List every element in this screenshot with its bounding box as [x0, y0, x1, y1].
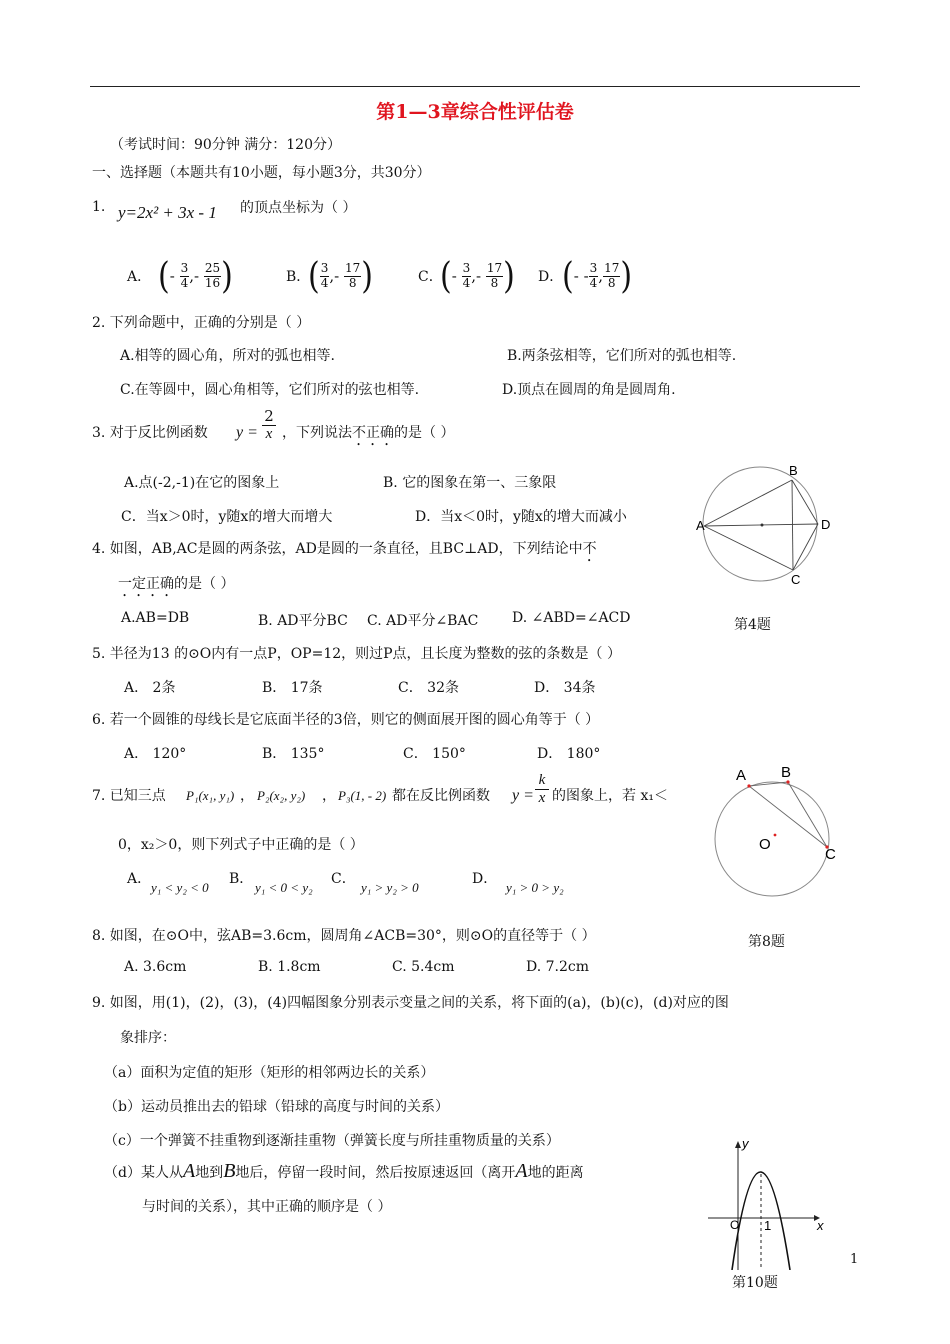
- q4-label-d: D: [821, 517, 831, 532]
- page-title: 第1—3章综合性评估卷: [376, 101, 574, 123]
- q10-label-y: y: [742, 1136, 749, 1151]
- q9-item-a: （a）面积为定值的矩形（矩形的相邻两边长的关系）: [104, 1065, 435, 1081]
- q3-fraction: [262, 408, 276, 444]
- q9-point-a: A: [182, 1160, 196, 1182]
- q8-label-c: C: [825, 846, 836, 863]
- q5-option-c: C． 32条: [398, 680, 459, 696]
- q8-caption: 第8题: [748, 934, 785, 950]
- q3-option-a: A.点(-2,-1)在它的图象上: [124, 475, 280, 491]
- q7-option-a-label: A．: [127, 871, 152, 887]
- q8-circle: [715, 782, 829, 896]
- q6-option-d: D． 180°: [537, 746, 601, 762]
- q3-option-c: C．当x＞0时，y随x的增大而增大: [121, 509, 333, 525]
- q2-stem: 2. 下列命题中，正确的分别是（ ）: [92, 315, 311, 331]
- q1-c-y-sign: -: [476, 267, 482, 285]
- q8-option-d: D. 7.2cm: [526, 959, 590, 975]
- q7-option-c: y₁ > y₂ > 0: [361, 880, 419, 895]
- q10-label-o: O: [730, 1218, 740, 1232]
- q7-fraction: [535, 772, 549, 808]
- q1-c-x-frac: $\frac{3}{4}$: [462, 261, 471, 290]
- q4-chord-bc: [792, 480, 793, 570]
- q7-point-p1: P₁(x₁, y₁): [186, 788, 235, 803]
- q1-d-x-sign: -: [573, 267, 579, 285]
- q1-d-x-frac: $\frac{3}{4}$: [589, 261, 598, 290]
- q9-item-b: （b）运动员推出去的铅球（铅球的高度与时间的关系）: [104, 1099, 449, 1115]
- q7-option-c-label: C．: [331, 871, 356, 887]
- q3-emphasis: 不正确: [352, 425, 394, 441]
- q10-label-one: 1: [764, 1218, 772, 1233]
- q5-stem: 5. 半径为13 的⊙O内有一点P，OP=12，则过P点，且长度为整数的弦的条数是（ ）: [92, 646, 622, 662]
- q4-option-a: A.AB=DB: [121, 610, 190, 626]
- q3-denominator: x: [265, 426, 273, 443]
- q1-c-x-sign: -: [451, 267, 457, 285]
- q8-stem: 8. 如图，在⊙O中，弦AB=3.6cm，圆周角∠ACB=30°，则⊙O的直径等于（ ）: [92, 928, 596, 944]
- q7-sep1: ，: [240, 788, 254, 804]
- q1-d-y-frac: $\frac{17}{8}$: [604, 261, 620, 290]
- q4-emphasis-2: 一定正确: [118, 576, 174, 592]
- q9-point-a2: A: [515, 1160, 528, 1182]
- q4-stem-line1: 4. 如图，AB,AC是圆的两条弦，AD是圆的一条直径，且BC⊥AD，下列结论中不: [92, 541, 597, 557]
- q3-stem-post: ，下列说法不正确的是（ ）: [282, 425, 455, 441]
- q9-stem-line1: 9. 如图，用(1)，(2)，(3)，(4)四幅图象分别表示变量之间的关系，将下面的(a)，(b)(c)，(d)对应的图: [92, 995, 729, 1011]
- q2-option-c: C.在等圆中，圆心角相等，它们所对的弦也相等.: [120, 382, 420, 398]
- q7-denominator: x: [538, 790, 546, 807]
- q7-option-a: y₁ < y₂ < 0: [151, 880, 209, 895]
- q1-option-b-label: B．: [286, 269, 311, 285]
- q9-item-c: （c）一个弹簧不挂重物到逐渐挂重物（弹簧长度与所挂重物质量的关系）: [104, 1133, 560, 1149]
- q7-stem-mid: 都在反比例函数: [392, 788, 490, 804]
- q4-chord-bd: [792, 480, 818, 524]
- q4-chord-cd: [793, 524, 818, 570]
- q4-figure: [696, 460, 836, 588]
- q8-figure: [704, 762, 850, 900]
- q1-b-y-sign: -: [334, 267, 340, 285]
- q8-chord-bc: [788, 782, 827, 847]
- q6-option-a: A． 120°: [124, 746, 187, 762]
- q2-option-d: D.顶点在圆周的角是圆周角.: [502, 382, 676, 398]
- q1-a-x-frac: $\frac{3}{4}$: [180, 261, 189, 290]
- q1-option-d: ( - - $\frac{3}{4}$ , $\frac{17}{8}$ ): [562, 255, 633, 297]
- q8-option-b: B. 1.8cm: [258, 959, 321, 975]
- q1-option-a: ( - $\frac{3}{4}$ , - $\frac{25}{16}$ ): [158, 255, 233, 297]
- q8-label-a: A: [736, 767, 747, 784]
- q10-caption: 第10题: [732, 1275, 778, 1291]
- q1-option-c: ( - $\frac{3}{4}$ , - $\frac{17}{8}$ ): [440, 255, 515, 297]
- q4-caption: 第4题: [734, 617, 771, 633]
- q7-numerator: k: [535, 772, 549, 790]
- q8-center-point: [774, 834, 777, 837]
- q2-option-b: B.两条弦相等，它们所对的弧也相等.: [507, 348, 737, 364]
- q3-stem-pre: 3. 对于反比例函数: [92, 425, 208, 441]
- q10-figure: [702, 1136, 838, 1270]
- q3-option-d: D．当x＜0时，y随x的增大而减小: [415, 509, 627, 525]
- q4-label-a: A: [696, 518, 705, 533]
- q4-option-c: C. AD平分∠BAC: [367, 613, 479, 629]
- q6-stem: 6. 若一个圆锥的母线长是它底面半径的3倍，则它的侧面展开图的圆心角等于（ ）: [92, 712, 600, 728]
- q1-expression: y=2x² + 3x - 1: [118, 203, 217, 222]
- q1-option-a-label: A．: [127, 269, 152, 285]
- q8-point-a: [747, 784, 750, 787]
- q10-y-arrow: [735, 1141, 741, 1148]
- q4-label-b: B: [789, 463, 798, 478]
- q1-c-y-frac: $\frac{17}{8}$: [486, 261, 503, 290]
- q7-y: y =: [512, 787, 534, 804]
- exam-info: （考试时间：90分钟 满分：120分）: [110, 137, 341, 153]
- page-number: 1: [850, 1252, 859, 1267]
- q10-label-x: x: [817, 1218, 824, 1233]
- q7-option-d-label: D．: [472, 871, 498, 887]
- q8-label-b: B: [781, 764, 792, 781]
- q5-option-b: B． 17条: [262, 680, 323, 696]
- q1-stem: 的顶点坐标为（ ）: [240, 200, 357, 216]
- q4-chord-ac: [704, 526, 793, 570]
- q4-center-point: [761, 524, 764, 527]
- section-heading: 一、选择题（本题共有10小题，每小题3分，共30分）: [92, 165, 431, 181]
- q7-sep2: ，: [322, 788, 336, 804]
- q7-option-b-label: B．: [229, 871, 254, 887]
- q1-b-x-frac: $\frac{3}{4}$: [320, 261, 329, 290]
- q4-stem-line2: 一定正确的是（ ）: [118, 576, 235, 592]
- q7-option-d: y₁ > 0 > y₂: [506, 880, 564, 895]
- q8-label-o: O: [759, 836, 771, 853]
- q4-option-b: B. AD平分BC: [258, 613, 348, 629]
- q1-option-b: ( $\frac{3}{4}$ , - $\frac{17}{8}$ ): [308, 255, 373, 297]
- q9-item-d-line2: 与时间的关系），其中正确的顺序是（ ）: [142, 1199, 392, 1215]
- q7-point-p2: P₂(x₂, y₂): [257, 788, 306, 803]
- q3-option-b: B. 它的图象在第一、三象限: [383, 475, 557, 491]
- top-rule: [90, 86, 860, 87]
- q4-emphasis-1: 不: [582, 541, 597, 557]
- q7-stem-post: 的图象上，若 x₁＜: [552, 788, 668, 804]
- q1-number: 1.: [92, 199, 106, 215]
- q7-option-b: y₁ < 0 < y₂: [255, 880, 313, 895]
- q1-option-c-label: C．: [418, 269, 443, 285]
- q8-option-a: A. 3.6cm: [124, 959, 187, 975]
- q8-option-c: C. 5.4cm: [392, 959, 455, 975]
- q1-a-x-sign: -: [169, 267, 175, 285]
- q1-a-y-sign: -: [194, 267, 200, 285]
- q2-option-a: A.相等的圆心角，所对的弧也相等.: [120, 348, 336, 364]
- q7-stem-pre: 7. 已知三点: [92, 788, 166, 804]
- q5-option-d: D． 34条: [534, 680, 596, 696]
- q1-b-y-frac: $\frac{17}{8}$: [345, 261, 361, 290]
- q6-option-b: B． 135°: [262, 746, 325, 762]
- q1-a-y-frac: $\frac{25}{16}$: [204, 261, 221, 290]
- q9-point-b: B: [223, 1160, 236, 1182]
- q9-stem-line2: 象排序：: [120, 1030, 176, 1046]
- q6-option-c: C． 150°: [403, 746, 466, 762]
- q4-option-d: D. ∠ABD=∠ACD: [512, 610, 631, 626]
- q5-option-a: A． 2条: [124, 680, 176, 696]
- q3-numerator: 2: [262, 408, 276, 426]
- q1-option-d-label: D．: [538, 269, 564, 285]
- q4-label-c: C: [791, 572, 801, 587]
- q7-stem-line2: 0，x₂＞0，则下列式子中正确的是（ ）: [118, 837, 364, 853]
- q3-y: y =: [236, 424, 258, 441]
- q9-item-d: （d）某人从A地到B地后，停留一段时间，然后按原速返回（离开A地的距离: [104, 1160, 584, 1182]
- q7-point-p3: P₃(1, - 2): [338, 788, 387, 803]
